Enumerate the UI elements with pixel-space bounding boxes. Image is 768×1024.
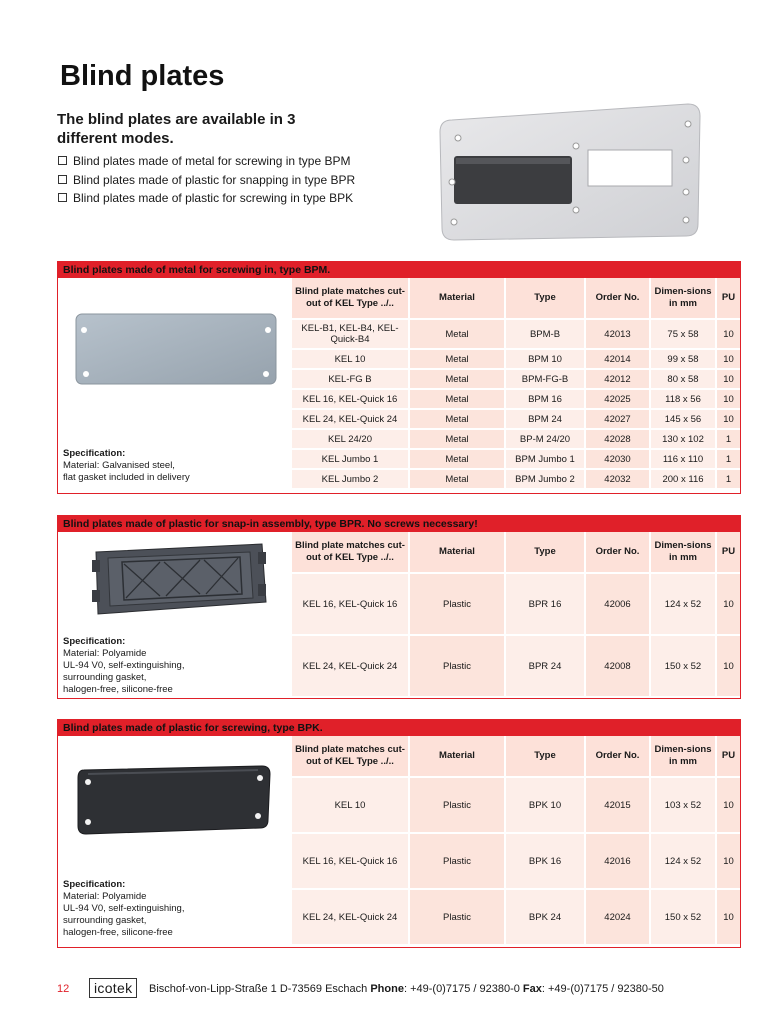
mode-item: Blind plates made of metal for screwing in type BPM <box>57 152 355 171</box>
mode-item: Blind plates made of plastic for screwing in type BPK <box>57 189 355 208</box>
column-header: Material <box>409 278 505 319</box>
table-row: KEL 16, KEL-Quick 16 Plastic BPK 16 42016 124 x 52 10 <box>292 833 740 889</box>
page-subtitle: The blind plates are available in 3 different modes. <box>57 111 296 147</box>
table-row: KEL 10 Metal BPM 10 42014 99 x 58 10 <box>292 349 740 369</box>
column-header: Blind plate matches cut-out of KEL Type ../.. <box>292 532 409 573</box>
blind-plate-hero-image <box>436 102 704 242</box>
specification: Specification: Material: Polyamide UL-94 V0, self-extinguishing, surrounding gasket, halogen-free, silicone-free <box>63 636 185 695</box>
section-heading: Blind plates made of plastic for snap-in assembly, type BPR. No screws necessary! <box>58 516 740 532</box>
column-header: Blind plate matches cut-out of KEL Type ../.. <box>292 736 409 777</box>
column-header: Type <box>505 532 585 573</box>
column-header: Type <box>505 278 585 319</box>
column-header: Type <box>505 736 585 777</box>
checkbox-icon <box>58 193 67 202</box>
icotek-logo: icotek <box>89 978 137 998</box>
page-title: Blind plates <box>60 60 225 92</box>
section-bpk <box>57 719 741 948</box>
table-row: KEL-FG B Metal BPM-FG-B 42012 80 x 58 10 <box>292 369 740 389</box>
bpk-table <box>292 736 740 946</box>
snap-in-plastic-plate-image <box>90 540 268 618</box>
column-header: Order No. <box>585 278 650 319</box>
bpr-table <box>292 532 740 698</box>
modes-list <box>57 152 355 208</box>
table-row: KEL 16, KEL-Quick 16 Metal BPM 16 42025 118 x 56 10 <box>292 389 740 409</box>
column-header: Order No. <box>585 532 650 573</box>
column-header: PU <box>716 278 740 319</box>
section-heading: Blind plates made of metal for screwing in, type BPM. <box>58 262 740 278</box>
metal-blind-plate-image <box>74 308 280 388</box>
table-row: KEL 16, KEL-Quick 16 Plastic BPR 16 42006 124 x 52 10 <box>292 573 740 635</box>
page-number: 12 <box>57 983 70 995</box>
checkbox-icon <box>58 156 67 165</box>
column-header: Dimen-sions in mm <box>650 532 716 573</box>
column-header: PU <box>716 532 740 573</box>
table-row: KEL 24, KEL-Quick 24 Plastic BPR 24 42008 150 x 52 10 <box>292 635 740 697</box>
column-header: Material <box>409 736 505 777</box>
column-header: PU <box>716 736 740 777</box>
table-row: KEL 24, KEL-Quick 24 Plastic BPK 24 42024 150 x 52 10 <box>292 889 740 945</box>
table-row: KEL Jumbo 1 Metal BPM Jumbo 1 42030 116 x 110 1 <box>292 449 740 469</box>
column-header: Dimen-sions in mm <box>650 278 716 319</box>
section-bpr <box>57 515 741 699</box>
table-row: KEL 10 Plastic BPK 10 42015 103 x 52 10 <box>292 777 740 833</box>
table-row: KEL 24, KEL-Quick 24 Metal BPM 24 42027 145 x 56 10 <box>292 409 740 429</box>
table-row: KEL-B1, KEL-B4, KEL-Quick-B4 Metal BPM-B 42013 75 x 58 10 <box>292 319 740 349</box>
specification: Specification: Material: Polyamide UL-94 V0, self-extinguishing, surrounding gasket, halogen-free, silicone-free <box>63 879 185 938</box>
specification: Specification: Material: Galvanised steel, flat gasket included in delivery <box>63 448 190 483</box>
column-header: Order No. <box>585 736 650 777</box>
table-row: KEL Jumbo 2 Metal BPM Jumbo 2 42032 200 x 116 1 <box>292 469 740 489</box>
column-header: Blind plate matches cut-out of KEL Type ../.. <box>292 278 409 319</box>
screw-plastic-plate-image <box>76 764 276 836</box>
footer-contact: Bischof-von-Lipp-Straße 1 D-73569 Eschach Phone: +49-(0)7175 / 92380-0 Fax: +49-(0)7175 / 92380-50 <box>149 983 664 995</box>
column-header: Dimen-sions in mm <box>650 736 716 777</box>
column-header: Material <box>409 532 505 573</box>
page-footer <box>57 978 747 1000</box>
section-heading: Blind plates made of plastic for screwing, type BPK. <box>58 720 740 736</box>
checkbox-icon <box>58 175 67 184</box>
bpm-table <box>292 278 740 490</box>
table-row: KEL 24/20 Metal BP-M 24/20 42028 130 x 102 1 <box>292 429 740 449</box>
section-bpm <box>57 261 741 494</box>
mode-item: Blind plates made of plastic for snapping in type BPR <box>57 171 355 190</box>
